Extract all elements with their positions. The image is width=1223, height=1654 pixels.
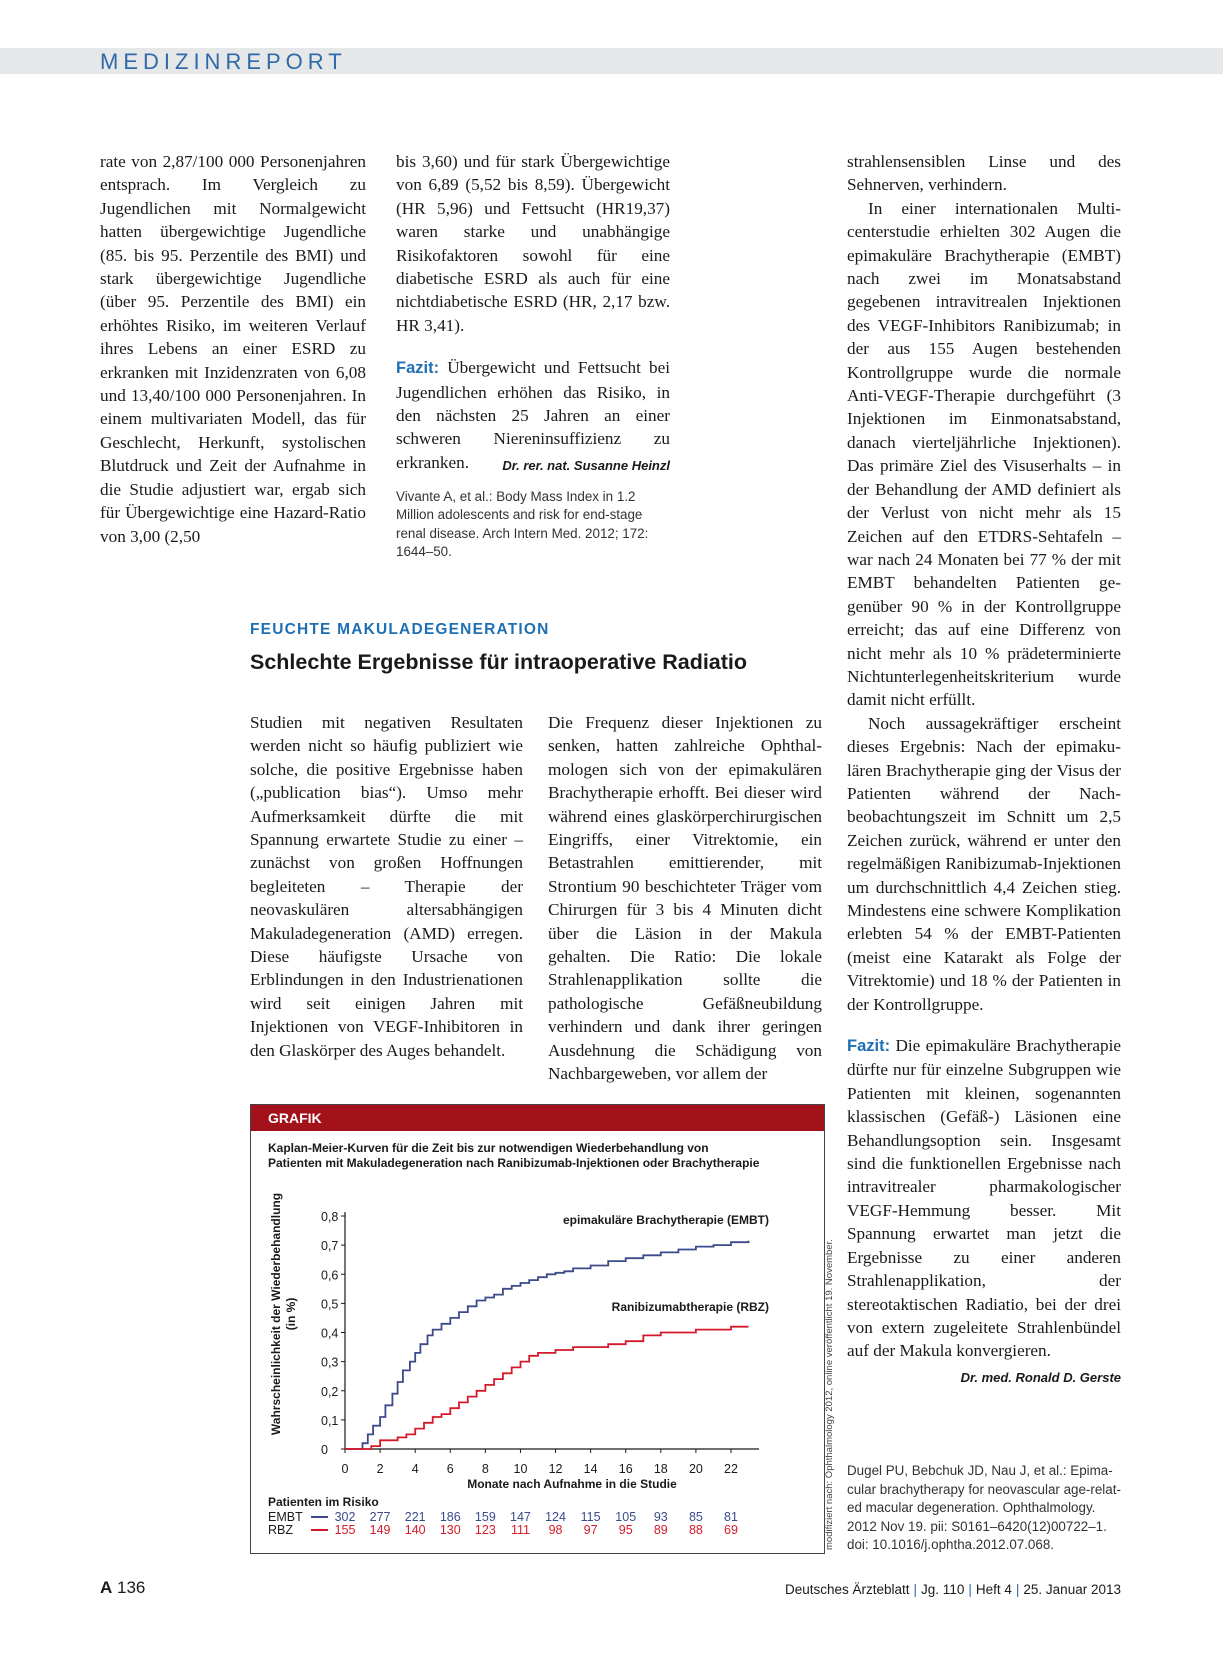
x-tick-labels [342, 1449, 738, 1476]
footer-separator: | [968, 1582, 972, 1597]
risk-value-rbz: 123 [474, 1523, 496, 1537]
x-tick-label: 16 [618, 1462, 633, 1476]
article2-col3-p2: In einer internationalen Multicenterstudie erhielten 302 Augen die epimakuläre Brachytherapie (EMBT) nach zwei im Monatsabstand gegebenen intravitrealen Injektionen des VEGF-Inhibitors Ranibizumab; in der aus 155 Augen bestehenden Kontrollgruppe wurde die normale Anti-VEGF-Therapie durchgeführt (3 Injektionen im Einmonatsabstand, danach vierteljährliche Injektionen). Das primäre Ziel des Visuserhalts – in der Behandlung der AMD definiert als der Verlust von nicht mehr als 15 Zeichen auf den ETDRS-Sehtafeln – war nach 24 Monaten bei 77 % der mit EMBT behandelten Patienten gegenüber 90 % in der Kontrollgruppe erreicht; das auf eine Differenz von nicht mehr als 10 % prädeterminierte Nichtunterlegenheitskriterium wurde damit nicht erfüllt. [847, 198, 1121, 710]
risk-value-rbz: 130 [439, 1523, 461, 1537]
article2-fazit-text: Die epimakuläre Brachytherapie dürfte nur für einzelne Subgruppen wie Patienten mit kleinen, sogenannten klassischen (Gefäß-) Läsionen eine Behandlungsoption sein. Insgesamt sind die funktionellen Ergebnisse nach intravitrealer pharmakologischer VEGF-Hemmung besser. Mit Spannung erwartet man jetzt die Ergebnisse zu einer anderen Strahlenapplikation, der stereotaktischen Radiatio, bei der drei von extern zugeleitete Strahlenbündel auf der Makula konvergieren. [847, 1036, 1121, 1361]
article2-author: Dr. med. Ronald D. Gerste [960, 1369, 1121, 1385]
y-tick-label: 0 [321, 1443, 328, 1457]
page-number [100, 1578, 145, 1598]
chart-title-line2: Patienten mit Makuladegeneration nach Ranibizumab-Injektionen oder Brachytherapie [268, 1156, 760, 1170]
risk-value-rbz: 88 [688, 1523, 703, 1537]
risk-label-rbz: RBZ [268, 1523, 293, 1537]
series-label-rbz: Ranibizumabtherapie (RBZ) [611, 1300, 769, 1314]
x-tick-label: 6 [446, 1462, 454, 1476]
risk-value-embt: 221 [404, 1510, 426, 1524]
article1-col1-text: rate von 2,87/100 000 Personenjahren entsprach. Im Vergleich zu Jugendlichen mit Normalgewicht hatten übergewichtige Jugendliche (85. bis 95. Perzentile des BMI) und stark übergewichtige Jugendliche (über 95. Perzentile des BMI) ein erhöhtes Risiko, im weiteren Verlauf ihres Lebens an einer ESRD zu erkranken mit Inzidenzraten von 6,08 und 13,40/100 000 Personenjahren. In einem multivariaten Modell, das für Geschlecht, Herkunft, systolischen Blutdruck und Zeit der Aufnahme in die Studie adjustiert war, ergab sich für Übergewichtige eine Hazard-Ratio von 3,00 (2,50 [100, 152, 366, 546]
article1-reference: Vivante A, et al.: Body Mass Index in 1.2 Million adolescents and risk for end-stage renal disease. Arch Intern Med. 2012; 172: 1644–50. [396, 489, 649, 559]
page-prefix: A [100, 1578, 113, 1597]
article2-column2 [548, 711, 822, 1086]
risk-table-title: Patienten im Risiko [268, 1495, 379, 1509]
risk-value-embt: 186 [439, 1510, 461, 1524]
risk-value-embt: 159 [474, 1510, 496, 1524]
risk-value-rbz: 95 [618, 1523, 633, 1537]
article2-col1-text: Studien mit negativen Resultaten werden nicht so häufig publiziert wie solche, die positive Ergebnisse haben („publication bias“). Umso mehr Aufmerksamkeit dürfte die mit Spannung erwartete Studie zu einer – zunächst von großen Hoffnungen begleiteten – Therapie der neovaskulären altersabhängigen Makuladegeneration (AMD) erregen. Diese häufigste Ursache von Erblindungen in den Industrienationen wird seit einigen Jahren mit Injektionen von VEGF-Inhibitoren in den Glaskörper des Auges behandelt. [250, 713, 523, 1060]
article2-col2-text: Die Frequenz dieser Injektionen zu senken, hatten zahlreiche Ophthalmologen sich von der epimakulären Brachytherapie erhofft. Bei dieser wird während eines glaskörperchirurgischen Eingriffs, einer Vitrektomie, ein Betastrahlen emittierender, mit Strontium 90 beschichteter Träger vom Chirurgen für 3 bis 4 Minuten dicht über die Läsion in der Makula gehalten. Die Ratio: Die lokale Strahlenapplikation sollte die pathologische Gefäßneubildung verhindern und dank ihrer geringen Ausdehnung die Schädigung von Nachbargeweben, vor allem der [548, 713, 822, 1084]
y-tick-label: 0,7 [321, 1239, 339, 1254]
x-tick-label: 22 [724, 1462, 738, 1476]
journal-volume: Jg. 110 [921, 1582, 965, 1597]
x-tick-label: 20 [688, 1462, 703, 1476]
y-tick-label: 0,6 [321, 1268, 339, 1283]
grafik-label: GRAFIK [268, 1110, 322, 1126]
risk-value-rbz: 111 [510, 1523, 530, 1537]
article2-column1 [250, 711, 523, 1062]
y-axis-label-line1: Wahrscheinlichkeit der Wiederbehandlung [269, 1192, 283, 1436]
grafik-source-credit: modifiziert nach: Ophthalmology 2012, online veröffentlicht 19. November. [824, 1239, 835, 1550]
risk-value-rbz: 98 [548, 1523, 563, 1537]
risk-value-embt: 147 [510, 1510, 531, 1524]
risk-value-embt: 105 [615, 1510, 637, 1524]
risk-value-rbz: 97 [583, 1523, 598, 1537]
journal-name: Deutsches Ärzteblatt [784, 1582, 910, 1597]
x-tick-label: 4 [411, 1462, 419, 1476]
x-tick-label: 14 [583, 1462, 598, 1476]
y-tick-label: 0,1 [321, 1413, 339, 1428]
x-tick-label: 18 [653, 1462, 668, 1476]
grafik-header [251, 1105, 824, 1131]
x-tick-label: 10 [513, 1462, 528, 1476]
x-tick-label: 2 [376, 1462, 384, 1476]
footer-separator: | [1015, 1582, 1020, 1597]
article1-column1 [100, 150, 366, 548]
risk-row-rbz [335, 1523, 738, 1537]
section-header-title: MEDIZINREPORT [100, 49, 347, 74]
y-axis-label-line2: (in %) [284, 1297, 298, 1331]
journal-issue: Heft 4 [975, 1582, 1012, 1597]
risk-value-rbz: 149 [369, 1523, 391, 1537]
risk-value-embt: 277 [369, 1510, 391, 1524]
risk-value-embt: 93 [653, 1510, 668, 1524]
article2-section-label: FEUCHTE MAKULADEGENERATION [250, 621, 550, 638]
y-tick-labels [321, 1210, 345, 1457]
article2-column3 [847, 150, 1121, 1389]
grafik-box [250, 1104, 825, 1554]
risk-value-rbz: 140 [404, 1523, 426, 1537]
page-number-value: 136 [117, 1578, 146, 1597]
risk-label-embt: EMBT [268, 1510, 303, 1524]
article2-reference: Dugel PU, Bebchuk JD, Nau J, et al.: Epimacular brachytherapy for neovascular age-related macular degeneration. Ophthalmology. 2012 Nov 19. pii: S0161–6420(12)00722–1. doi: 10.1016/j.ophtha.2012.07.068. [847, 1463, 1121, 1552]
series-line-rbz [345, 1327, 749, 1449]
article2-col3-p3: Noch aussagekräftiger erscheint dieses Ergebnis: Nach der epimakulären Brachytherapie ging der Visus der Patienten während der Nachbeobachtungszeit im Schnitt um 2,5 Zeichen zurück, während er unter den regelmäßigen Ranibizumab-Injektionen um durchschnittlich 4,4 Zeichen stieg. Mindestens eine schwere Komplikation erlebten 54 % der EMBT-Patienten (meist eine Katarakt als Folge der Vitrektomie) und 18 % der Patienten in der Kontrollgruppe. [847, 713, 1121, 1014]
series-label-embt: epimakuläre Brachytherapie (EMBT) [562, 1213, 769, 1227]
chart-title-line1: Kaplan-Meier-Kurven für die Zeit bis zur notwendigen Wiederbehandlung von [268, 1141, 709, 1155]
y-tick-label: 0,2 [321, 1384, 339, 1399]
article1-author: Dr. rer. nat. Susanne Heinzl [502, 457, 670, 473]
article2-col3-p1: strahlensensiblen Linse und des Sehnerven, verhindern. [847, 152, 1121, 195]
article1-fazit-label: Fazit: [396, 359, 440, 378]
article1-column2 [396, 150, 670, 561]
risk-value-embt: 124 [545, 1510, 566, 1524]
y-tick-label: 0,4 [321, 1326, 339, 1341]
x-tick-label: 8 [481, 1462, 489, 1476]
risk-value-rbz: 69 [724, 1523, 738, 1537]
article2-fazit-label: Fazit: [847, 1037, 891, 1056]
risk-value-rbz: 155 [334, 1523, 356, 1537]
risk-value-rbz: 89 [653, 1523, 668, 1537]
article2-headline: Schlechte Ergebnisse für intraoperative Radiatio [250, 650, 748, 674]
y-tick-label: 0,5 [321, 1297, 339, 1312]
kaplan-meier-chart [251, 1131, 824, 1553]
article1-fazit-text: Übergewicht und Fettsucht bei Jugendlichen erhöhen das Risiko, in den nächsten 25 Jahren an einer schweren Niereninsuffizienz zu erkranken. [396, 358, 670, 472]
article1-col2-text: bis 3,60) und für stark Übergewichtige von 6,89 (5,52 bis 8,59). Übergewicht (HR 5,96) und Fettsucht (HR19,37) waren starke und unabhängige Risikofaktoren sowohl für eine diabetische ESRD als auch für eine nichtdiabetische ESRD (HR, 2,17 bzw. HR 3,41). [396, 152, 670, 335]
x-axis-label: Monate nach Aufnahme in die Studie [467, 1477, 677, 1491]
x-tick-label: 12 [548, 1462, 563, 1476]
series-line-embt [345, 1241, 749, 1449]
footer-separator: | [913, 1582, 918, 1597]
y-tick-label: 0,3 [321, 1355, 339, 1370]
article2-fazit [847, 1034, 1121, 1385]
risk-row-embt [335, 1510, 738, 1524]
risk-value-embt: 81 [724, 1510, 738, 1524]
risk-value-embt: 85 [688, 1510, 703, 1524]
x-tick-label: 0 [341, 1462, 349, 1476]
journal-date: 25. Januar 2013 [1023, 1582, 1121, 1597]
journal-footer [785, 1582, 1121, 1597]
y-tick-label: 0,8 [321, 1210, 339, 1224]
article1-fazit [396, 356, 670, 474]
risk-value-embt: 115 [580, 1510, 601, 1524]
risk-value-embt: 302 [334, 1510, 356, 1524]
